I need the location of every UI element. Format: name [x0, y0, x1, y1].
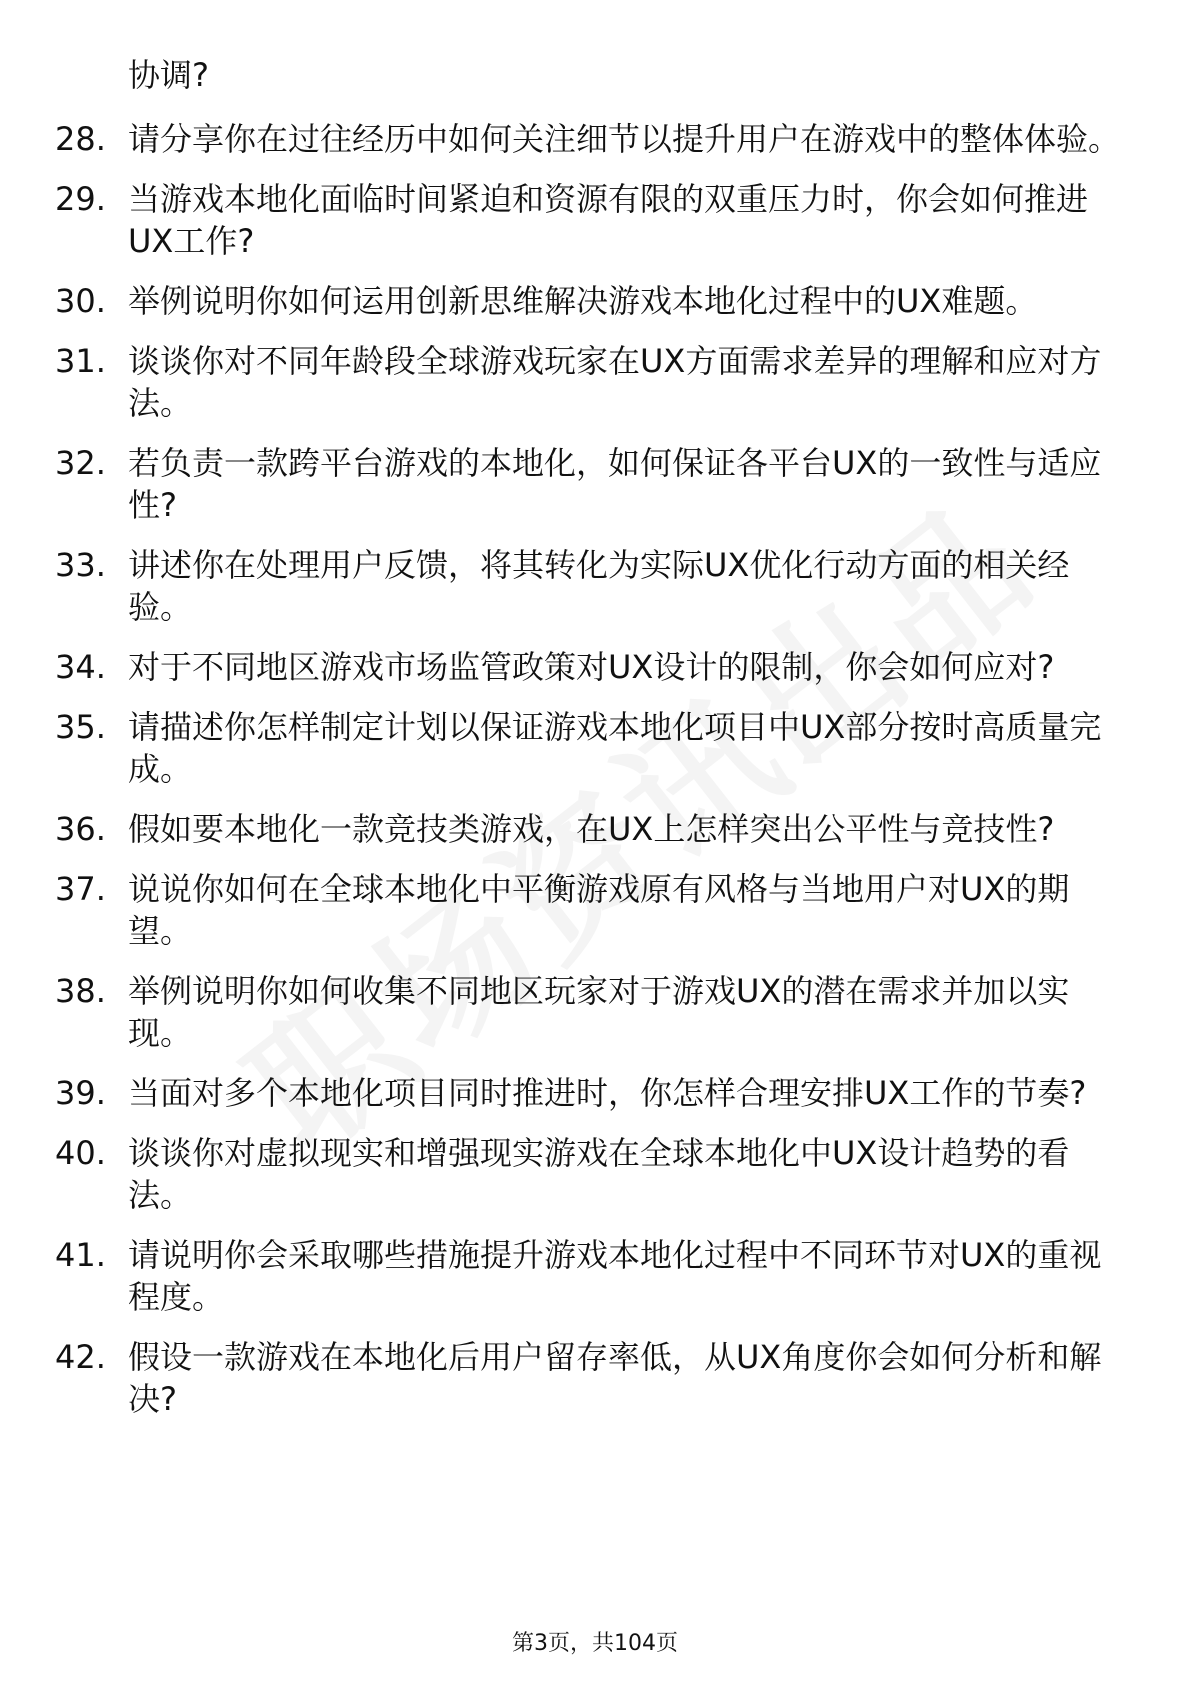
continued-text: 协调? [128, 56, 209, 94]
item-text: 假如要本地化一款竞技类游戏，在UX上怎样突出公平性与竞技性? [128, 810, 1055, 848]
item-number: 30. [55, 282, 106, 320]
item-number: 33. [55, 546, 106, 584]
list-item [55, 1336, 1135, 1420]
page-footer: 第3页，共104页 [512, 1631, 678, 1656]
item-text: 举例说明你如何收集不同地区玩家对于游戏UX的潜在需求并加以实现。 [128, 972, 1070, 1052]
item-number: 42. [55, 1338, 106, 1376]
item-text: 当面对多个本地化项目同时推进时，你怎样合理安排UX工作的节奏? [128, 1074, 1087, 1112]
list-item [55, 970, 1135, 1054]
item-number: 28. [55, 120, 106, 158]
list-item [55, 178, 1135, 262]
item-number: 31. [55, 342, 106, 380]
list-item [55, 1132, 1135, 1216]
item-text: 若负责一款跨平台游戏的本地化，如何保证各平台UX的一致性与适应性? [128, 444, 1102, 524]
item-number: 36. [55, 810, 106, 848]
item-text: 谈谈你对虚拟现实和增强现实游戏在全球本地化中UX设计趋势的看法。 [128, 1134, 1070, 1214]
list-item [55, 646, 1135, 688]
list-item [55, 868, 1135, 952]
item-number: 40. [55, 1134, 106, 1172]
list-item [55, 340, 1135, 424]
item-text: 请描述你怎样制定计划以保证游戏本地化项目中UX部分按时高质量完成。 [128, 708, 1102, 788]
item-text: 举例说明你如何运用创新思维解决游戏本地化过程中的UX难题。 [128, 282, 1038, 320]
item-number: 29. [55, 180, 106, 218]
item-text: 对于不同地区游戏市场监管政策对UX设计的限制，你会如何应对? [128, 648, 1055, 686]
item-number: 34. [55, 648, 106, 686]
item-number: 37. [55, 870, 106, 908]
item-text: 说说你如何在全球本地化中平衡游戏原有风格与当地用户对UX的期望。 [128, 870, 1070, 950]
list-item [55, 118, 1135, 160]
list-item [55, 442, 1135, 526]
list-item [55, 1072, 1135, 1114]
list-item [55, 544, 1135, 628]
item-text: 请分享你在过往经历中如何关注细节以提升用户在游戏中的整体体验。 [128, 120, 1121, 158]
item-text: 讲述你在处理用户反馈，将其转化为实际UX优化行动方面的相关经验。 [128, 546, 1070, 626]
list-item [55, 280, 1135, 322]
item-number: 35. [55, 708, 106, 746]
item-number: 38. [55, 972, 106, 1010]
item-text: 假设一款游戏在本地化后用户留存率低，从UX角度你会如何分析和解决? [128, 1338, 1102, 1418]
list-item [55, 706, 1135, 790]
list-item [55, 1234, 1135, 1318]
item-text: 谈谈你对不同年龄段全球游戏玩家在UX方面需求差异的理解和应对方法。 [128, 342, 1102, 422]
question-list [55, 118, 1135, 1438]
item-number: 32. [55, 444, 106, 482]
item-number: 41. [55, 1236, 106, 1274]
item-text: 当游戏本地化面临时间紧迫和资源有限的双重压力时，你会如何推进UX工作? [128, 180, 1089, 260]
list-item [55, 808, 1135, 850]
item-number: 39. [55, 1074, 106, 1112]
item-text: 请说明你会采取哪些措施提升游戏本地化过程中不同环节对UX的重视程度。 [128, 1236, 1102, 1316]
